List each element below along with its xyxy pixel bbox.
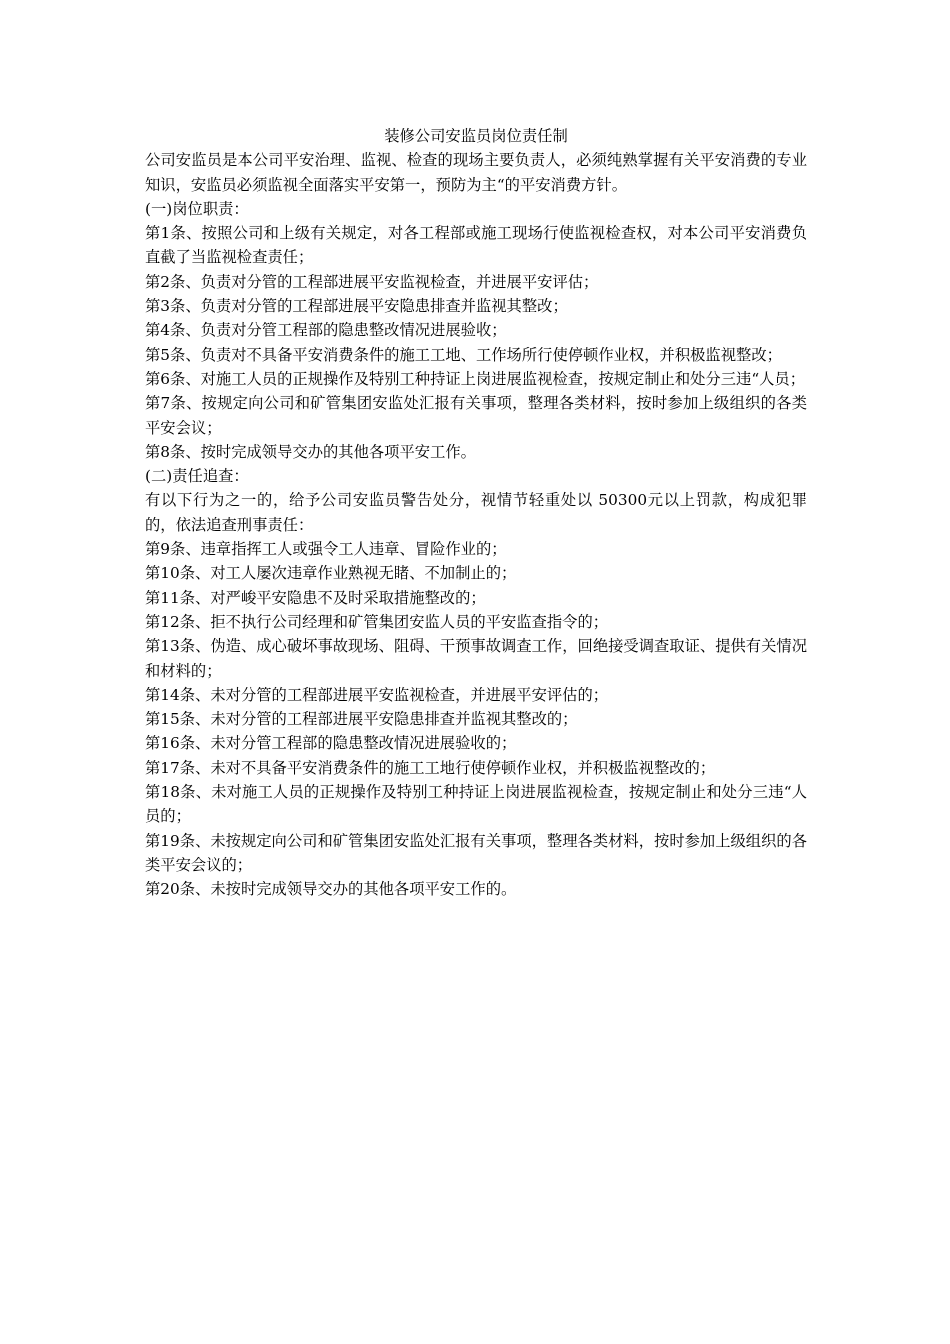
intro-paragraph: 公司安监员是本公司平安治理、监视、检查的现场主要负责人，必须纯熟掌握有关平安消费的专业知识，安监员必须监视全面落实平安第一，预防为主“的平安消费方针。 [145, 151, 807, 194]
article-20: 第20条、未按时完成领导交办的其他各项平安工作的。 [145, 880, 517, 899]
section-heading-accountability: (二)责任追查： [145, 467, 249, 486]
article-1: 第1条、按照公司和上级有关规定，对各工程部或施工现场行使监视检查权，对本公司平安消费负直截了当监视检查责任； [145, 224, 807, 267]
article-8: 第8条、按时完成领导交办的其他各项平安工作。 [145, 442, 476, 461]
article-9: 第9条、违章指挥工人或强令工人违章、冒险作业的； [145, 540, 507, 559]
article-4: 第4条、负责对分管工程部的隐患整改情况进展验收； [145, 321, 507, 340]
article-12: 第12条、拒不执行公司经理和矿管集团安监人员的平安监查指令的； [145, 612, 609, 631]
document-title: 装修公司安监员岗位责任制 [384, 127, 568, 145]
section-heading-duties: (一)岗位职责： [145, 199, 249, 218]
article-7: 第7条、按规定向公司和矿管集团安监处汇报有关事项，整理各类材料，按时参加上级组织的各类平安会议； [145, 394, 807, 437]
article-15: 第15条、未对分管的工程部进展平安隐患排查并监视其整改的； [145, 710, 578, 729]
accountability-intro: 有以下行为之一的，给予公司安监员警告处分，视情节轻重处以 50300元以上罚款，构成犯罪的，依法追查刑事责任： [145, 491, 807, 534]
article-10: 第10条、对工人屡次违章作业熟视无睹、不加制止的； [145, 564, 517, 583]
article-14: 第14条、未对分管的工程部进展平安监视检查，并进展平安评估的； [145, 685, 609, 704]
article-3: 第3条、负责对分管的工程部进展平安隐患排查并监视其整改； [145, 297, 568, 316]
article-18: 第18条、未对施工人员的正规操作及特别工种持证上岗进展监视检查，按规定制止和处分三违“人员的； [145, 783, 807, 826]
article-17: 第17条、未对不具备平安消费条件的施工工地行使停顿作业权，并积极监视整改的； [145, 758, 716, 777]
document-body [145, 124, 807, 902]
article-19: 第19条、未按规定向公司和矿管集团安监处汇报有关事项，整理各类材料，按时参加上级组织的各类平安会议的； [145, 831, 807, 874]
article-6: 第6条、对施工人员的正规操作及特别工种持证上岗进展监视检查，按规定制止和处分三违“人员； [145, 369, 806, 388]
article-2: 第2条、负责对分管的工程部进展平安监视检查，并进展平安评估； [145, 272, 599, 291]
article-13: 第13条、伪造、成心破坏事故现场、阻碍、干预事故调查工作，回绝接受调查取证、提供有关情况和材料的； [145, 637, 807, 680]
article-5: 第5条、负责对不具备平安消费条件的施工工地、工作场所行使停顿作业权，并积极监视整改； [145, 345, 782, 364]
article-16: 第16条、未对分管工程部的隐患整改情况进展验收的； [145, 734, 517, 753]
article-11: 第11条、对严峻平安隐患不及时采取措施整改的； [145, 588, 486, 607]
